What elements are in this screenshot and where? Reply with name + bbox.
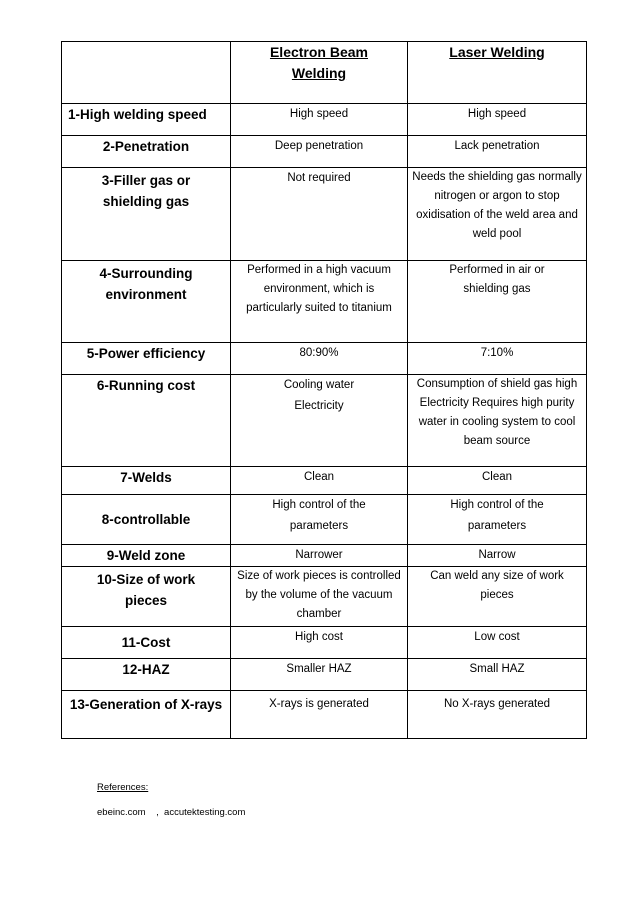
- laser-cell: Narrow: [408, 545, 587, 567]
- ebw-cell: Deep penetration: [231, 136, 408, 168]
- feature-cell: 5-Power efficiency: [62, 343, 231, 375]
- table-row: [62, 545, 587, 567]
- ebw-cell: Size of work pieces is controlled by the volume of the vacuum chamber: [231, 567, 408, 627]
- ebw-cell: X-rays is generated: [231, 691, 408, 739]
- laser-cell: Lack penetration: [408, 136, 587, 168]
- table-row: [62, 691, 587, 739]
- table-row: [62, 168, 587, 261]
- laser-cell: Small HAZ: [408, 659, 587, 691]
- table-row: [62, 627, 587, 659]
- feature-cell: 11-Cost: [62, 627, 231, 659]
- table-row: [62, 136, 587, 168]
- table-row: [62, 375, 587, 467]
- feature-cell: 6-Running cost: [62, 375, 231, 467]
- feature-cell: 9-Weld zone: [62, 545, 231, 567]
- feature-cell: 13-Generation of X-rays: [62, 691, 231, 739]
- table-row: [62, 261, 587, 343]
- table-row: [62, 567, 587, 627]
- table-row: [62, 104, 587, 136]
- feature-cell: 1-High welding speed: [62, 104, 231, 136]
- laser-cell: Consumption of shield gas high Electricity Requires high purity water in cooling system to cool beam source: [408, 375, 587, 467]
- ebw-cell: 80:90%: [231, 343, 408, 375]
- laser-cell: Needs the shielding gas normally nitrogen or argon to stop oxidisation of the weld area and weld pool: [408, 168, 587, 261]
- table-row: [62, 467, 587, 495]
- feature-cell: 4-Surrounding environment: [62, 261, 231, 343]
- header-row: [62, 42, 587, 104]
- ebw-cell: Smaller HAZ: [231, 659, 408, 691]
- header-electron-beam-welding: Electron Beam Welding: [231, 42, 408, 104]
- table-row: [62, 343, 587, 375]
- laser-cell: High control of the parameters: [408, 495, 587, 545]
- feature-cell: 2-Penetration: [62, 136, 231, 168]
- laser-cell: No X-rays generated: [408, 691, 587, 739]
- comparison-table: [61, 41, 587, 739]
- ebw-cell: High cost: [231, 627, 408, 659]
- laser-cell: Clean: [408, 467, 587, 495]
- laser-cell: High speed: [408, 104, 587, 136]
- feature-cell: 12-HAZ: [62, 659, 231, 691]
- laser-cell: Can weld any size of work pieces: [408, 567, 587, 627]
- feature-cell: 8-controllable: [62, 495, 231, 545]
- table-row: [62, 659, 587, 691]
- references-sources: ebeinc.com , accutektesting.com: [97, 807, 246, 818]
- laser-cell: Performed in air or shielding gas: [408, 261, 587, 343]
- feature-cell: 7-Welds: [62, 467, 231, 495]
- feature-cell: 3-Filler gas or shielding gas: [62, 168, 231, 261]
- ebw-cell: Not required: [231, 168, 408, 261]
- ebw-cell: Cooling water Electricity: [231, 375, 408, 467]
- laser-cell: Low cost: [408, 627, 587, 659]
- table-row: [62, 495, 587, 545]
- references-label: References:: [97, 782, 149, 793]
- ebw-cell: Clean: [231, 467, 408, 495]
- header-laser-welding: Laser Welding: [408, 42, 587, 104]
- references-section: [97, 782, 245, 818]
- ebw-cell: Narrower: [231, 545, 408, 567]
- ebw-cell: High control of the parameters: [231, 495, 408, 545]
- ebw-cell: Performed in a high vacuum environment, which is particularly suited to titanium: [231, 261, 408, 343]
- ebw-cell: High speed: [231, 104, 408, 136]
- feature-cell: 10-Size of work pieces: [62, 567, 231, 627]
- header-empty-cell: [62, 42, 231, 104]
- laser-cell: 7:10%: [408, 343, 587, 375]
